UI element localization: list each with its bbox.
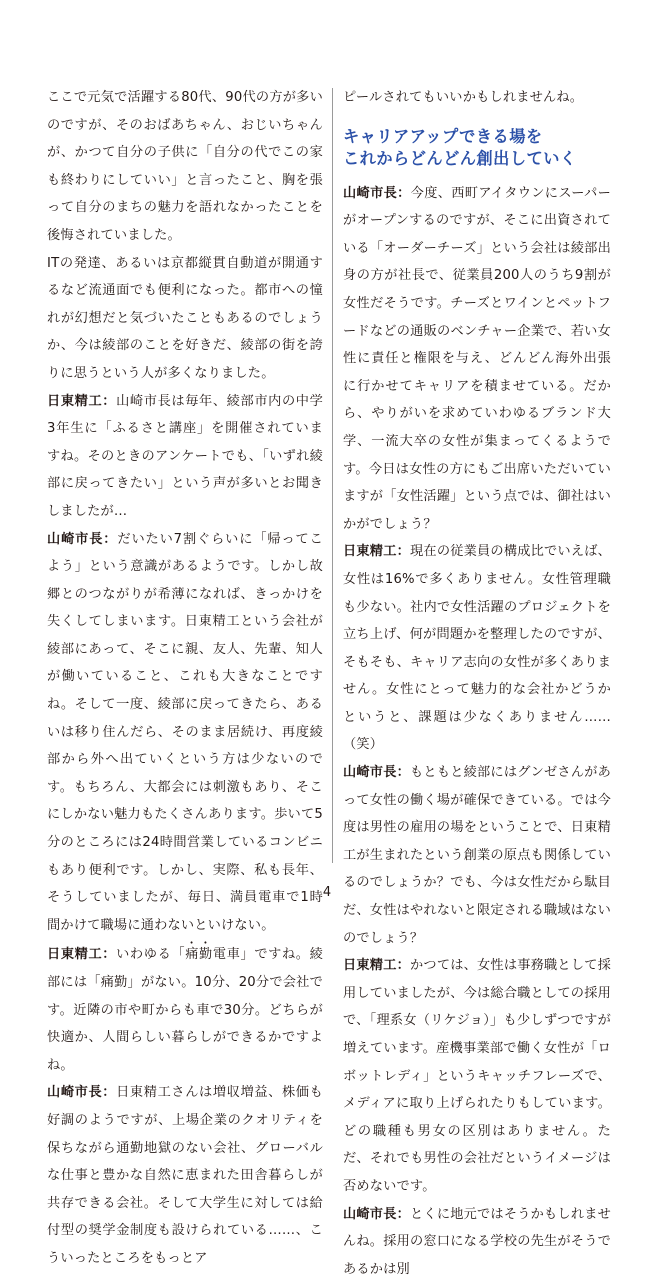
heading-line-2: これからどんどん創出していく (343, 148, 577, 168)
paragraph (47, 526, 323, 940)
paragraph (343, 180, 611, 539)
paragraph (47, 1079, 323, 1272)
right-column (343, 84, 611, 1283)
speaker-label: 山崎市長： (343, 185, 411, 201)
speaker-label: 山崎市長： (47, 531, 118, 547)
speaker-label: 日東精工： (47, 393, 117, 409)
heading-line-1: キャリアアップできる場を (343, 126, 543, 146)
paragraph (47, 388, 323, 526)
speech-text: いわゆる「 (116, 947, 186, 963)
speech-text: 現在の従業員の構成比でいえば、女性は16%で多くありません。女性管理職も少ない。社内で女性活躍のプロジェクトを立ち上げ、何が問題かを整理したのですが、そもそも、キャリア志向の女性が多くありません。女性にとって魅力的な会社かどうかというと、課題は少なくありません……（笑） (343, 544, 612, 753)
speech-text: かつては、女性は事務職として採用していましたが、今は総合職としての採用で、「理系女（リケジョ）」も少しずつですが増えています。産機事業部で働く女性が「ロボットレディ」というキャッチフレーズで、メディアに取り上げられたりもしています。どの職種も男女の区別はありません。ただ、それでも男性の会社だというイメージは否めないです。 (343, 958, 612, 1194)
speaker-label: 日東精工： (343, 544, 411, 560)
speaker-label: 山崎市長： (343, 1206, 411, 1222)
emphasis-dotted-word: 痛勤 (185, 947, 213, 963)
speech-text: 今度、西町アイタウンにスーパーがオープンするのですが、そこに出資されている「オーダーチーズ」という会社は綾部出身の方が社長で、従業員200人のうち9割が女性だそうです。チーズとワインとペットフードなどの通販のベンチャー企業で、若い女性に責任と権限を与え、どんどん海外出張に行かせてキャリアを積ませている。だから、やりがいを求めていわゆるブランド大学、一流大卒の女性が集まってくるようです。今日は女性の方にもご出席いただいていますが「女性活躍」という点では、御社はいかがでしょう？ (343, 185, 612, 532)
left-column (47, 84, 323, 1273)
speech-text: 電車」ですね。綾部には「痛勤」がない。10分、20分で会社です。近隣の市や町からも車で30分。どちらが快適か、人間らしい暮らしができるかですよね。 (47, 947, 324, 1073)
speaker-label: 日東精工： (343, 958, 411, 974)
speech-text: 日東精工さんは増収増益、株価も好調のようですが、上場企業のクオリティを保ちながら通勤地獄のない会社、グローバルな仕事と豊かな自然に恵まれた田舎暮らしが共存できる会社。そして大学生に対しては給付型の奨学金制度も設けられている……、こういったところをもっとア (47, 1085, 323, 1266)
section-heading (343, 126, 611, 170)
paragraph (47, 939, 323, 1079)
paragraph (343, 1201, 611, 1283)
paragraph (343, 759, 611, 952)
paragraph (343, 952, 611, 1200)
page-number: 4 (322, 885, 332, 900)
speaker-label: 日東精工： (47, 947, 117, 963)
speech-text: だいたい7割ぐらいに「帰ってこよう」という意識があるようです。しかし故郷とのつながりが希薄になれば、きっかけを失くしてしまいます。日東精工という会社が綾部にあって、そこに親、友人、先輩、知人が働いていること、これも大きなことですね。そして一度、綾部に戻ってきたら、あるいは移り住んだら、そのまま居続け、再度綾部から外へ出ていくという方は少ないのです。もちろん、大都会には刺激もあり、そこにしかない魅力もたくさんあります。歩いて5分のところには24時間営業しているコンビニもあり便利です。しかし、実際、私も長年、そうしていましたが、毎日、満員電車で1時間かけて職場に通わないといけない。 (47, 531, 324, 933)
speaker-label: 山崎市長： (47, 1085, 117, 1101)
speech-text: もともと綾部にはグンゼさんがあって女性の働く場が確保できている。では今度は男性の雇用の場をということで、日東精工が生まれたという創業の原点も関係しているのでしょうか？でも、今は女性だから駄目だ、女性はやれないと限定される職域はないのでしょう？ (343, 765, 612, 946)
paragraph: ピールされてもいいかもしれませんね。 (343, 90, 584, 105)
column-divider (332, 88, 333, 863)
speech-text: 山崎市長は毎年、綾部市内の中学3年生に「ふるさと講座」を開催されていますね。そのときのアンケートでも、「いずれ綾部に戻ってきたい」という声が多いとお聞きしましたが… (47, 393, 323, 519)
speaker-label: 山崎市長： (343, 765, 411, 781)
paragraph: ここで元気で活躍する80代、90代の方が多いのですが、そのおばあちゃん、おじいちゃんが、かつて自分の子供に「自分の代でこの家も終わりにしていい」と言ったこと、胸を張って自分のまちの魅力を語れなかったことを後悔されていました。 (47, 90, 323, 243)
paragraph (343, 538, 611, 759)
speech-text: とくに地元ではそうかもしれませんね。採用の窓口になる学校の先生がそうであるかは別 (343, 1206, 612, 1277)
paragraph: ITの発達、あるいは京都縦貫自動道が開通するなど流通面でも便利になった。都市への憧れが幻想だと気づいたこともあるのでしょうか、今は綾部のことを好きだ、綾部の街を誇りに思うという人が多くなりました。 (47, 255, 323, 381)
